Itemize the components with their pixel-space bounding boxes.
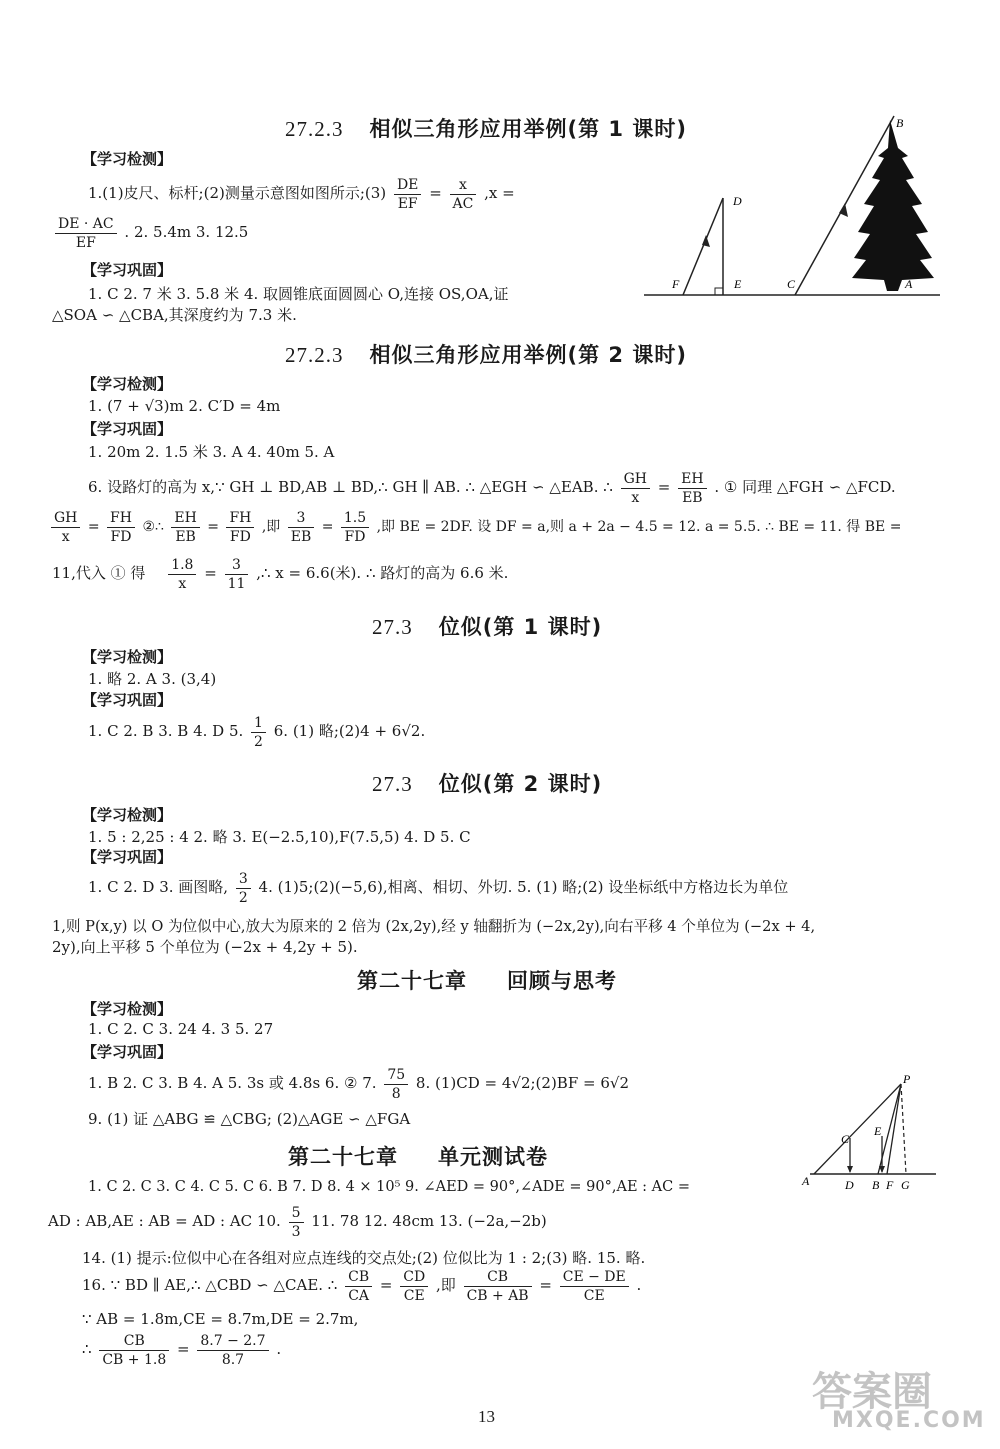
answer-line: 1. 略 2. A 3. (3,4) xyxy=(88,670,217,688)
fig-label: D xyxy=(733,194,742,208)
study-consolidate-heading: 【学习巩固】 xyxy=(82,691,173,709)
study-check-heading: 【学习检测】 xyxy=(82,150,173,168)
study-check-heading: 【学习检测】 xyxy=(82,1000,173,1018)
fig-label: A xyxy=(802,1174,810,1188)
fig-label: E xyxy=(734,277,742,291)
fraction: $\frac{75}{8}$ xyxy=(384,1066,408,1103)
answer-line: 16. ∵ BD ∥ AE,∴ △CBD ∽ △CAE. ∴ $\frac{CB}{CA}$ = $\frac{CD}{CE}$ ,即 $\frac{CB}{CB + AB}$ = $\frac{CE - DE}{CE}$ . xyxy=(82,1268,642,1304)
answer-line: 1. 5 : 2,25 : 4 2. 略 3. E(−2.5,10),F(7.5,5) 4. D 5. C xyxy=(88,828,471,846)
study-check-heading: 【学习检测】 xyxy=(82,375,173,393)
fraction: $\frac{CB}{CB + AB}$ xyxy=(464,1268,532,1305)
tree-measurement-figure xyxy=(640,108,950,330)
study-consolidate-heading: 【学习巩固】 xyxy=(82,1043,173,1061)
section-title-chapter27-unit-test: 第二十七章 单元测试卷 xyxy=(288,1145,548,1169)
answer-line: 9. (1) 证 △ABG ≌ △CBG; (2)△AGE ∽ △FGA xyxy=(88,1110,411,1128)
answer-line: 1. C 2. C 3. C 4. C 5. C 6. B 7. D 8. 4 × 10⁵ 9. ∠AED = 90°,∠ADE = 90°,AE : AC = xyxy=(88,1179,690,1195)
answer-line: 1. B 2. C 3. B 4. A 5. 3s 或 4.8s 6. ② 7. $\frac{75}{8}$ 8. (1)CD = 4√2;(2)BF = 6√2 xyxy=(88,1066,629,1102)
fig-label: C xyxy=(787,277,796,291)
study-check-heading: 【学习检测】 xyxy=(82,806,173,824)
answer-line: ∴ $\frac{CB}{CB + 1.8}$ = $\frac{8.7 - 2.7}{8.7}$ . xyxy=(82,1332,282,1368)
fraction: $\frac{1}{2}$ xyxy=(251,714,266,751)
section-number: 27.2.3 xyxy=(285,117,344,141)
fraction: $\frac{GH}{x}$ xyxy=(621,470,650,507)
fraction: $\frac{FH}{FD}$ xyxy=(226,509,254,546)
answer-line: 1. 20m 2. 1.5 米 3. A 4. 40m 5. A xyxy=(88,443,335,461)
fraction: $\frac{DE \cdot AC}{EF}$ xyxy=(55,215,117,252)
fig-label: D xyxy=(845,1178,854,1192)
fig-label: B xyxy=(872,1178,880,1192)
fraction: $\frac{CD}{CE}$ xyxy=(400,1268,428,1305)
fraction: $\frac{EH}{EB}$ xyxy=(678,470,706,507)
fraction: $\frac{3}{EB}$ xyxy=(288,509,315,546)
fraction: $\frac{1.8}{x}$ xyxy=(168,556,196,593)
study-consolidate-heading: 【学习巩固】 xyxy=(82,848,173,866)
fig-label: A xyxy=(905,277,913,291)
section-title-27-3-lesson1: 27.3 位似(第 1 课时) xyxy=(372,615,603,639)
fig-label: P xyxy=(903,1072,911,1086)
answer-line: $\frac{DE \cdot AC}{EF}$ . 2. 5.4m 3. 12.5 xyxy=(52,213,248,252)
fig-label: F xyxy=(886,1178,894,1192)
fig-label: G xyxy=(901,1178,910,1192)
page-number: 13 xyxy=(478,1407,495,1426)
study-check-heading: 【学习检测】 xyxy=(82,648,173,666)
answer-line: 2y),向上平移 5 个单位为 (−2x + 4,2y + 5). xyxy=(52,938,358,956)
answer-line: 11,代入 ① 得 $\frac{1.8}{x}$ = $\frac{3}{11}$ ,∴ x = 6.6(米). ∴ 路灯的高为 6.6 米. xyxy=(52,556,509,592)
fraction: $\frac{CE - DE}{CE}$ xyxy=(560,1268,629,1305)
section-title-27-2-3-lesson1 xyxy=(285,113,687,143)
section-title-text: 相似三角形应用举例(第 1 课时) xyxy=(369,117,687,141)
fraction: $\frac{3}{2}$ xyxy=(236,870,251,907)
fraction: $\frac{GH}{x}$ xyxy=(51,509,80,546)
answer-line: $\frac{GH}{x}$ = $\frac{FH}{FD}$ ②∴ $\frac{EH}{EB}$ = $\frac{FH}{FD}$ ,即 $\frac{3}{EB}$ = $\frac{1.5}{FD}$ ,即 BE = 2DF. 设 DF = a,则 a + 2a − 4.5 = 12. a = 5.5. ∴ BE = 11. 得 BE = xyxy=(48,508,901,546)
fraction: $\frac{x}{AC}$ xyxy=(450,176,477,213)
fraction: $\frac{CB}{CA}$ xyxy=(345,1268,372,1305)
section-title-27-2-3-lesson2: 27.2.3 相似三角形应用举例(第 2 课时) xyxy=(285,343,687,367)
answer-line: 1. C 2. C 3. 24 4. 3 5. 27 xyxy=(88,1020,274,1038)
fig-label: C xyxy=(841,1132,850,1146)
answer-line: 1. C 2. 7 米 3. 5.8 米 4. 取圆锥底面圆圆心 O,连接 OS,OA,证 xyxy=(88,285,509,303)
fraction: $\frac{3}{11}$ xyxy=(225,556,249,593)
answer-line: 1. C 2. B 3. B 4. D 5. $\frac{1}{2}$ 6. (1) 略;(2)4 + 6√2. xyxy=(88,714,426,750)
fraction: $\frac{1.5}{FD}$ xyxy=(341,509,369,546)
fraction: $\frac{5}{3}$ xyxy=(289,1204,304,1241)
answer-line: 1,则 P(x,y) 以 O 为位似中心,放大为原来的 2 倍为 (2x,2y),经 y 轴翻折为 (−2x,2y),向右平移 4 个单位为 (−2x + 4, xyxy=(52,918,816,935)
tree-icon xyxy=(852,120,934,291)
watermark-url: MXQE.COM xyxy=(832,1408,986,1433)
answer-line: △SOA ∽ △CBA,其深度约为 7.3 米. xyxy=(52,306,297,324)
fraction: $\frac{EH}{EB}$ xyxy=(171,509,199,546)
fraction: $\frac{FH}{FD}$ xyxy=(107,509,135,546)
fraction: $\frac{CB}{CB + 1.8}$ xyxy=(99,1332,169,1369)
fig-label: F xyxy=(672,277,680,291)
answer-line: AD : AB,AE : AB = AD : AC 10. $\frac{5}{3}$ 11. 78 12. 48cm 13. (−2a,−2b) xyxy=(48,1204,547,1240)
fraction: $\frac{8.7 - 2.7}{8.7}$ xyxy=(197,1332,268,1369)
light-projection-figure xyxy=(798,1068,940,1196)
study-consolidate-heading: 【学习巩固】 xyxy=(82,261,173,279)
answer-line: ∵ AB = 1.8m,CE = 8.7m,DE = 2.7m, xyxy=(82,1310,359,1328)
answer-line: 14. (1) 提示:位似中心在各组对应点连线的交点处;(2) 位似比为 1 : 2;(3) 略. 15. 略. xyxy=(82,1249,646,1267)
fraction: $\frac{DE}{EF}$ xyxy=(394,176,421,213)
answer-line: 6. 设路灯的高为 x,∵ GH ⊥ BD,AB ⊥ BD,∴ GH ∥ AB. ∴ △EGH ∽ △EAB. ∴ $\frac{GH}{x}$ = $\frac{EH}{EB}$ . ① 同理 △FGH ∽ △FCD. xyxy=(88,470,896,506)
study-consolidate-heading: 【学习巩固】 xyxy=(82,420,173,438)
answer-line: 1. C 2. D 3. 画图略, $\frac{3}{2}$ 4. (1)5;(2)(−5,6),相离、相切、外切. 5. (1) 略;(2) 设坐标纸中方格边长为单位 xyxy=(88,870,789,906)
section-title-27-3-lesson2: 27.3 位似(第 2 课时) xyxy=(372,772,603,796)
answer-line: 1. (7 + √3)m 2. C′D = 4m xyxy=(88,397,281,415)
section-title-chapter27-review: 第二十七章 回顾与思考 xyxy=(357,969,617,993)
watermark-logo: 答案圈 xyxy=(812,1369,932,1415)
answer-line: 1.(1)皮尺、标杆;(2)测量示意图如图所示;(3) $\frac{DE}{EF}$ = $\frac{x}{AC}$ ,x = xyxy=(88,176,515,212)
fig-label: B xyxy=(896,116,904,130)
fig-label: E xyxy=(874,1124,882,1138)
